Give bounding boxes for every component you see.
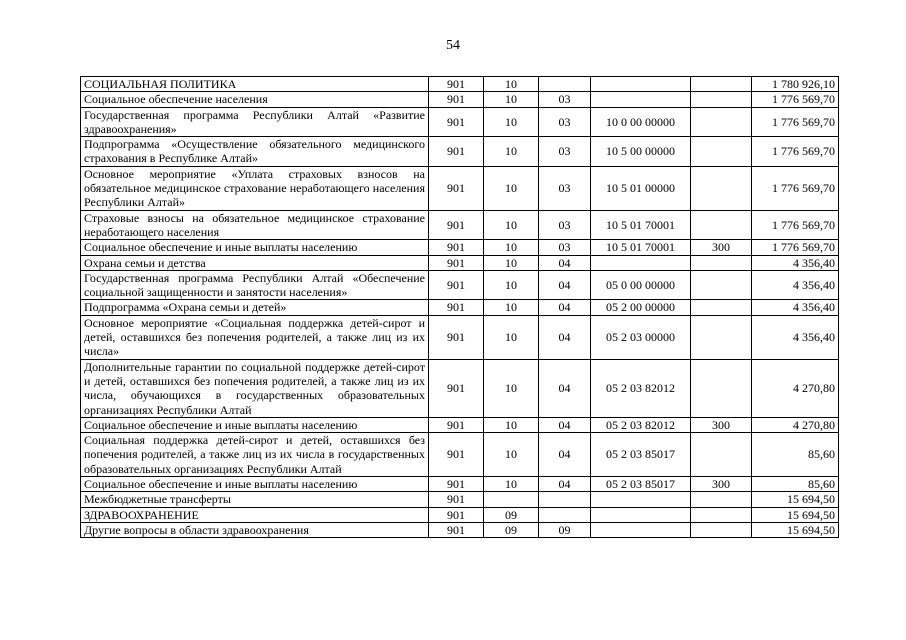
cell-target-article: 10 5 01 70001 xyxy=(591,240,691,255)
cell-subsection: 04 xyxy=(539,359,591,417)
table-row xyxy=(81,300,839,315)
cell-section: 10 xyxy=(484,477,539,492)
cell-expense-type xyxy=(691,255,752,270)
cell-section: 09 xyxy=(484,507,539,522)
cell-name: Социальная поддержка детей-сирот и детей, оставшихся без попечения родителей, а также лиц из их числа в государственных образовательных организациях Республики Алтай xyxy=(81,433,429,477)
cell-amount: 1 776 569,70 xyxy=(752,166,839,210)
cell-amount: 85,60 xyxy=(752,433,839,477)
cell-target-article: 10 5 00 00000 xyxy=(591,137,691,167)
cell-target-article: 10 5 01 00000 xyxy=(591,166,691,210)
cell-name: Подпрограмма «Осуществление обязательного медицинского страхования в Республике Алтай» xyxy=(81,137,429,167)
cell-subsection xyxy=(539,77,591,92)
cell-amount: 15 694,50 xyxy=(752,507,839,522)
cell-target-article: 05 2 03 00000 xyxy=(591,315,691,359)
cell-subsection: 04 xyxy=(539,477,591,492)
table-body xyxy=(81,77,839,538)
cell-amount: 1 776 569,70 xyxy=(752,137,839,167)
cell-section: 10 xyxy=(484,210,539,240)
cell-name: Дополнительные гарантии по социальной поддержке детей-сирот и детей, оставшихся без попечения родителей, а также лиц из их числа, обучающихся в государственных образовательных организациях Республики Алтай xyxy=(81,359,429,417)
cell-name: Охрана семьи и детства xyxy=(81,255,429,270)
cell-target-article: 05 0 00 00000 xyxy=(591,270,691,300)
cell-name: Основное мероприятие «Социальная поддержка детей-сирот и детей, оставшихся без попечения родителей, а также лиц из их числа» xyxy=(81,315,429,359)
cell-target-article: 05 2 03 85017 xyxy=(591,433,691,477)
cell-expense-type: 300 xyxy=(691,240,752,255)
cell-expense-type xyxy=(691,210,752,240)
cell-target-article xyxy=(591,507,691,522)
cell-ved: 901 xyxy=(429,77,484,92)
cell-ved: 901 xyxy=(429,492,484,507)
cell-subsection: 04 xyxy=(539,270,591,300)
cell-target-article: 10 5 01 70001 xyxy=(591,210,691,240)
cell-ved: 901 xyxy=(429,315,484,359)
cell-amount: 4 356,40 xyxy=(752,270,839,300)
cell-expense-type xyxy=(691,166,752,210)
cell-section xyxy=(484,492,539,507)
cell-section: 10 xyxy=(484,92,539,107)
cell-expense-type xyxy=(691,359,752,417)
table-row xyxy=(81,137,839,167)
cell-section: 10 xyxy=(484,300,539,315)
table-row xyxy=(81,255,839,270)
cell-ved: 901 xyxy=(429,137,484,167)
cell-name: Социальное обеспечение и иные выплаты населению xyxy=(81,240,429,255)
cell-expense-type xyxy=(691,107,752,137)
cell-expense-type xyxy=(691,433,752,477)
cell-subsection xyxy=(539,492,591,507)
cell-ved: 901 xyxy=(429,107,484,137)
cell-amount: 4 270,80 xyxy=(752,359,839,417)
cell-ved: 901 xyxy=(429,417,484,432)
cell-subsection: 03 xyxy=(539,210,591,240)
cell-section: 09 xyxy=(484,522,539,537)
cell-section: 10 xyxy=(484,315,539,359)
cell-amount: 4 270,80 xyxy=(752,417,839,432)
table-row xyxy=(81,507,839,522)
cell-target-article xyxy=(591,492,691,507)
cell-section: 10 xyxy=(484,137,539,167)
cell-ved: 901 xyxy=(429,507,484,522)
cell-section: 10 xyxy=(484,166,539,210)
cell-section: 10 xyxy=(484,107,539,137)
cell-target-article xyxy=(591,522,691,537)
table-row xyxy=(81,315,839,359)
table-row xyxy=(81,492,839,507)
cell-amount: 1 776 569,70 xyxy=(752,240,839,255)
cell-section: 10 xyxy=(484,255,539,270)
table-row xyxy=(81,210,839,240)
cell-subsection: 03 xyxy=(539,107,591,137)
cell-target-article: 05 2 03 82012 xyxy=(591,417,691,432)
table-row xyxy=(81,477,839,492)
cell-amount: 15 694,50 xyxy=(752,492,839,507)
cell-ved: 901 xyxy=(429,166,484,210)
cell-section: 10 xyxy=(484,359,539,417)
cell-expense-type xyxy=(691,522,752,537)
cell-subsection: 04 xyxy=(539,315,591,359)
table-row xyxy=(81,92,839,107)
table-row xyxy=(81,107,839,137)
cell-target-article: 05 2 03 85017 xyxy=(591,477,691,492)
cell-subsection: 09 xyxy=(539,522,591,537)
cell-section: 10 xyxy=(484,240,539,255)
cell-subsection: 03 xyxy=(539,92,591,107)
cell-expense-type xyxy=(691,507,752,522)
table-row xyxy=(81,433,839,477)
cell-ved: 901 xyxy=(429,477,484,492)
cell-target-article: 05 2 00 00000 xyxy=(591,300,691,315)
cell-ved: 901 xyxy=(429,240,484,255)
cell-name: Социальное обеспечение и иные выплаты населению xyxy=(81,417,429,432)
cell-name: Межбюджетные трансферты xyxy=(81,492,429,507)
cell-subsection: 03 xyxy=(539,240,591,255)
cell-expense-type xyxy=(691,315,752,359)
cell-target-article: 10 0 00 00000 xyxy=(591,107,691,137)
cell-subsection: 04 xyxy=(539,255,591,270)
cell-ved: 901 xyxy=(429,359,484,417)
cell-subsection: 03 xyxy=(539,137,591,167)
cell-expense-type xyxy=(691,137,752,167)
cell-expense-type xyxy=(691,77,752,92)
table-row xyxy=(81,522,839,537)
cell-amount: 1 780 926,10 xyxy=(752,77,839,92)
cell-amount: 85,60 xyxy=(752,477,839,492)
cell-subsection: 03 xyxy=(539,166,591,210)
cell-name: Государственная программа Республики Алтай «Обеспечение социальной защищенности и занятости населения» xyxy=(81,270,429,300)
cell-expense-type xyxy=(691,492,752,507)
budget-table xyxy=(80,76,839,538)
cell-name: Государственная программа Республики Алтай «Развитие здравоохранения» xyxy=(81,107,429,137)
table-row xyxy=(81,77,839,92)
cell-amount: 4 356,40 xyxy=(752,315,839,359)
page-number: 54 xyxy=(446,38,460,53)
cell-ved: 901 xyxy=(429,92,484,107)
cell-target-article xyxy=(591,92,691,107)
cell-section: 10 xyxy=(484,433,539,477)
cell-name: Подпрограмма «Охрана семьи и детей» xyxy=(81,300,429,315)
cell-amount: 1 776 569,70 xyxy=(752,107,839,137)
cell-name: ЗДРАВООХРАНЕНИЕ xyxy=(81,507,429,522)
table-row xyxy=(81,166,839,210)
cell-section: 10 xyxy=(484,77,539,92)
cell-expense-type xyxy=(691,92,752,107)
cell-name: Страховые взносы на обязательное медицинское страхование неработающего населения xyxy=(81,210,429,240)
cell-name: СОЦИАЛЬНАЯ ПОЛИТИКА xyxy=(81,77,429,92)
cell-amount: 15 694,50 xyxy=(752,522,839,537)
cell-expense-type: 300 xyxy=(691,417,752,432)
cell-ved: 901 xyxy=(429,522,484,537)
cell-section: 10 xyxy=(484,417,539,432)
table-row xyxy=(81,270,839,300)
table-row xyxy=(81,417,839,432)
cell-ved: 901 xyxy=(429,210,484,240)
cell-subsection: 04 xyxy=(539,417,591,432)
cell-subsection: 04 xyxy=(539,433,591,477)
cell-section: 10 xyxy=(484,270,539,300)
table-row xyxy=(81,240,839,255)
cell-subsection: 04 xyxy=(539,300,591,315)
cell-target-article xyxy=(591,255,691,270)
cell-expense-type xyxy=(691,300,752,315)
cell-ved: 901 xyxy=(429,255,484,270)
cell-amount: 4 356,40 xyxy=(752,255,839,270)
cell-name: Основное мероприятие «Уплата страховых взносов на обязательное медицинское страхование неработающего населения Республики Алтай» xyxy=(81,166,429,210)
table-row xyxy=(81,359,839,417)
cell-ved: 901 xyxy=(429,300,484,315)
cell-ved: 901 xyxy=(429,433,484,477)
cell-expense-type xyxy=(691,270,752,300)
cell-ved: 901 xyxy=(429,270,484,300)
cell-subsection xyxy=(539,507,591,522)
cell-target-article: 05 2 03 82012 xyxy=(591,359,691,417)
cell-expense-type: 300 xyxy=(691,477,752,492)
cell-name: Другие вопросы в области здравоохранения xyxy=(81,522,429,537)
cell-amount: 1 776 569,70 xyxy=(752,210,839,240)
cell-amount: 1 776 569,70 xyxy=(752,92,839,107)
cell-amount: 4 356,40 xyxy=(752,300,839,315)
cell-name: Социальное обеспечение населения xyxy=(81,92,429,107)
cell-name: Социальное обеспечение и иные выплаты населению xyxy=(81,477,429,492)
cell-target-article xyxy=(591,77,691,92)
